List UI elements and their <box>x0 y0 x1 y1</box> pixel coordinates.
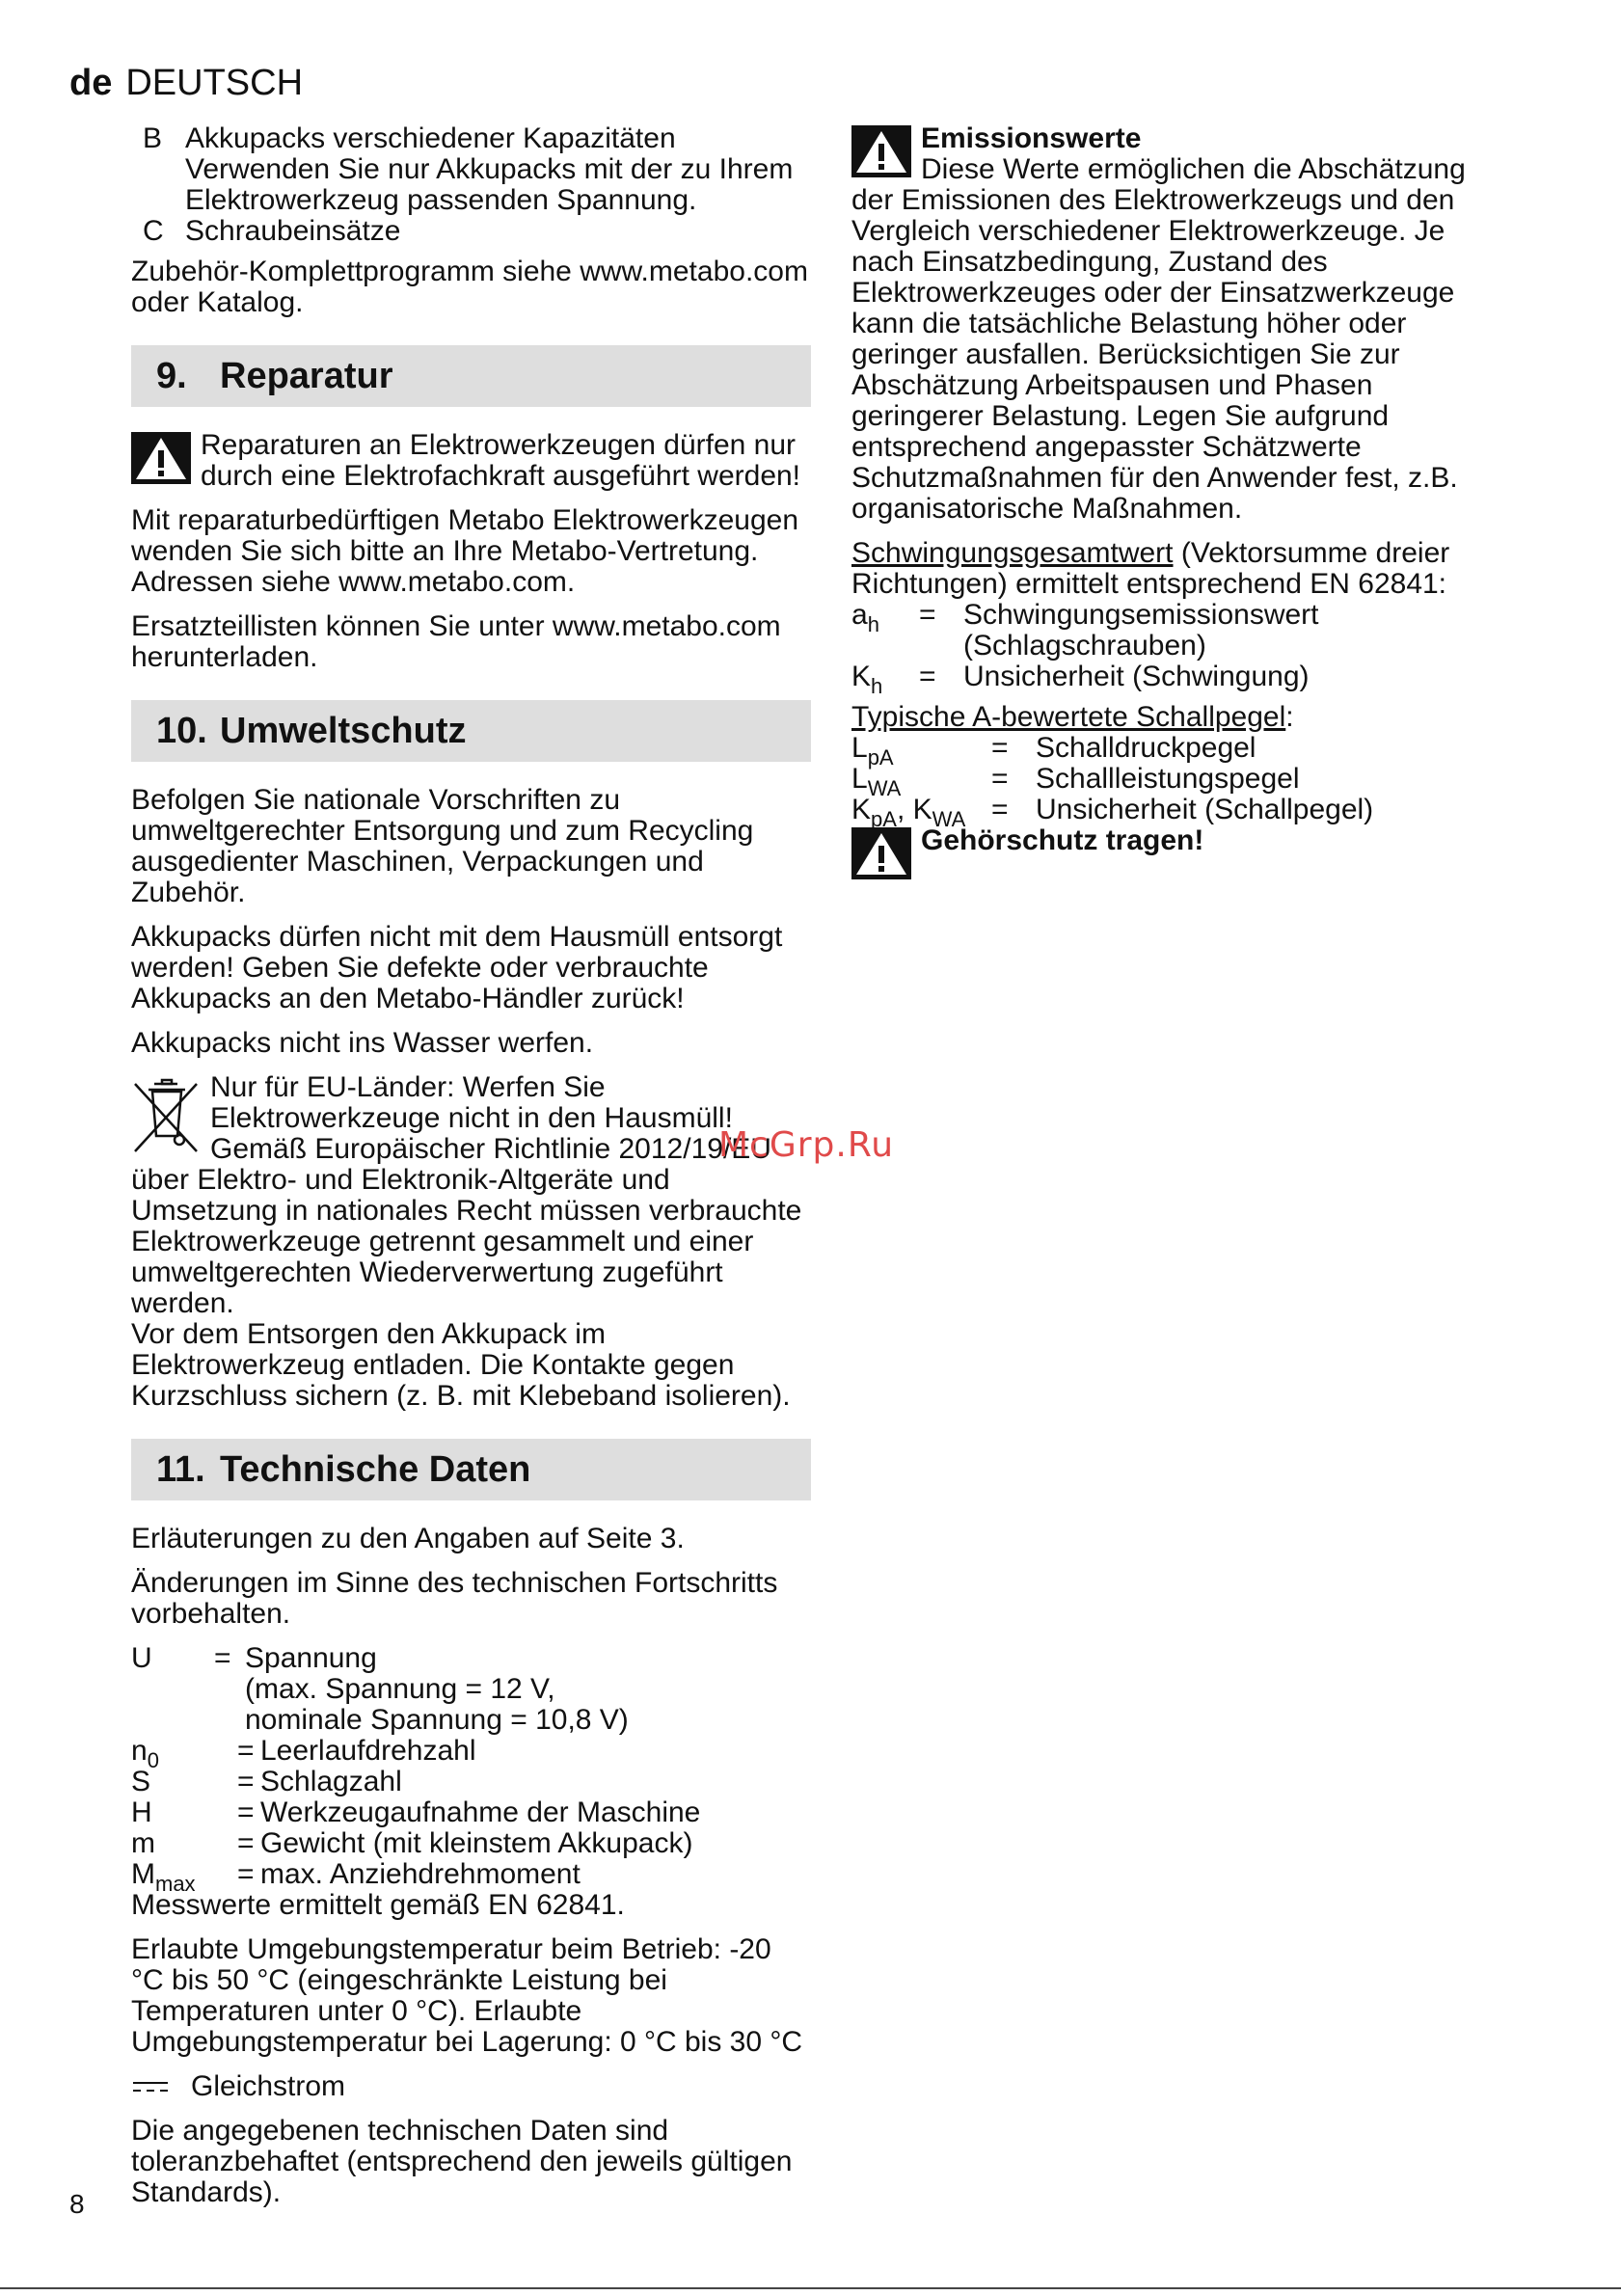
symbol: H <box>131 1796 152 1828</box>
section-heading-technische-daten <box>131 1439 811 1500</box>
symbol: $a_h$ <box>851 599 879 636</box>
list-item-b <box>131 123 811 216</box>
right-column <box>851 123 1507 881</box>
spare-parts-paragraph: Ersatzteillisten können Sie unter www.metabo.com herunterladen. <box>131 610 781 673</box>
equals: = <box>237 1827 255 1859</box>
definition-text: max. Anziehdrehmoment <box>260 1858 581 1890</box>
definition-row <box>131 1797 811 1828</box>
definition-text: (max. Spannung = 12 V, <box>245 1673 555 1705</box>
crossed-bin-icon <box>131 1076 201 1157</box>
tolerance-paragraph: Die angegebenen technischen Daten sind toleranzbehaftet (entsprechend den jeweils gültigen Standards). <box>131 2115 793 2208</box>
symbol: $M_{max}$ <box>131 1858 196 1896</box>
symbol: $L_{pA}$ <box>851 732 894 770</box>
language-name: DEUTSCH <box>125 63 304 103</box>
repair-warning <box>131 430 811 492</box>
section-number: 11. <box>156 1449 205 1490</box>
list-text-note: Verwenden Sie nur Akkupacks mit der zu Ihrem Elektrowerkzeug passenden Spannung. <box>185 153 794 216</box>
disposal-paragraph: Befolgen Sie nationale Vorschriften zu umweltgerechter Entsorgung und zum Recycling ausgedienter Maschinen, Verpackungen und Zubehör. <box>131 784 754 908</box>
list-text: Schraubeinsätze <box>185 215 401 247</box>
equals: = <box>991 763 1009 795</box>
definition-text: Schallleistungspegel <box>1036 763 1300 795</box>
eu-disposal-block <box>131 1072 811 1412</box>
definition-row <box>851 794 1507 831</box>
sound-intro: Typische A-bewertete Schallpegel: <box>851 701 1294 733</box>
definition-text: Schwingungsemissionswert (Schlagschrauben) <box>963 599 1319 662</box>
definition-text: nominale Spannung = 10,8 V) <box>245 1704 629 1736</box>
definition-row <box>131 1735 811 1772</box>
eu-disposal-text: Nur für EU-Länder: Werfen Sie Elektrowerkzeuge nicht in den Hausmüll! Gemäß Europäischer Richtlinie 2012/19/EU über Elektro- und Elektronik-Altgeräte und Umsetzung in nationales Recht müssen verbrauchte Elektrowerkzeuge getrennt gesammelt und einer umweltgerechten Wiederverwertung zugeführt werden. <box>131 1071 802 1319</box>
list-text: Akkupacks verschiedener Kapazitäten <box>185 122 676 154</box>
dc-label: Gleichstrom <box>191 2070 346 2102</box>
section-title: Technische Daten <box>220 1449 531 1490</box>
explanation-paragraph: Erläuterungen zu den Angaben auf Seite 3. <box>131 1523 685 1554</box>
definition-row <box>131 1643 811 1736</box>
vibration-label: Schwingungsgesamtwert <box>851 537 1174 569</box>
definition-text: Unsicherheit (Schallpegel) <box>1036 794 1374 825</box>
definition-text: Leerlaufdrehzahl <box>260 1735 476 1767</box>
definition-row <box>851 600 1507 662</box>
definition-text: Schalldruckpegel <box>1036 732 1256 764</box>
warning-text: Reparaturen an Elektrowerkzeugen dürfen nur durch eine Elektrofachkraft ausgeführt werden! <box>201 429 801 492</box>
direct-current-icon <box>131 2077 170 2096</box>
page-header <box>69 62 303 104</box>
definition-row <box>131 1767 811 1797</box>
equals: = <box>991 794 1009 825</box>
watermark: McGrp.Ru <box>718 1125 895 1165</box>
symbol: $K_{pA}$, $K_{WA}$ <box>851 794 966 831</box>
equals: = <box>919 599 936 631</box>
emission-title: Emissionswerte <box>921 122 1142 154</box>
vibration-intro <box>851 538 1507 600</box>
measurement-note: Messwerte ermittelt gemäß EN 62841. <box>131 1889 625 1921</box>
symbol: S <box>131 1766 151 1797</box>
hearing-protection <box>851 825 1507 881</box>
language-code: de <box>69 63 113 103</box>
warning-icon <box>131 432 191 484</box>
equals: = <box>237 1766 255 1797</box>
symbol: $n_0$ <box>131 1735 159 1772</box>
list-key: B <box>143 122 163 154</box>
definition-text: Unsicherheit (Schwingung) <box>963 661 1310 692</box>
emission-block <box>851 123 1507 525</box>
emission-text: Diese Werte ermöglichen die Abschätzung der Emissionen des Elektrowerkzeugs und den Vergleich verschiedener Elektrowerkzeuge. Je nach Einsatzbedingung, Zustand des Elektrowerkzeuges oder der Einsatzwerkzeuge kann die tatsächliche Belastung höher oder geringer ausfallen. Berücksichtigen Sie zur Abschätzung Arbeitspausen und Phasen geringerer Belastung. Legen Sie aufgrund entsprechend angepasster Schätzwerte Schutzmaßnahmen für den Anwender fest, z.B. organisatorische Maßnahmen. <box>851 153 1466 525</box>
section-number: 10. <box>156 711 207 751</box>
battery-disposal-paragraph: Akkupacks dürfen nicht mit dem Hausmüll entsorgt werden! Geben Sie defekte oder verbrauchte Akkupacks an den Metabo-Händler zurück! <box>131 921 783 1014</box>
sound-label: Typische A-bewertete Schallpegel <box>851 701 1286 733</box>
section-heading-reparatur <box>131 345 811 407</box>
symbol: U <box>131 1642 152 1674</box>
equals: = <box>237 1858 255 1890</box>
repair-paragraph: Mit reparaturbedürftigen Metabo Elektrowerkzeugen wenden Sie sich bitte an Ihre Metabo-Vertretung. Adressen siehe www.metabo.com. <box>131 504 799 598</box>
list-key: C <box>143 215 164 247</box>
symbol: $K_h$ <box>851 661 883 698</box>
definition-text: Werkzeugaufnahme der Maschine <box>260 1796 701 1828</box>
discharge-paragraph: Vor dem Entsorgen den Akkupack im Elektrowerkzeug entladen. Die Kontakte gegen Kurzschluss sichern (z. B. mit Klebeband isolieren). <box>131 1318 791 1412</box>
definition-text: Schlagzahl <box>260 1766 402 1797</box>
definition-row <box>851 732 1507 770</box>
section-title: Umweltschutz <box>220 711 467 751</box>
section-heading-umweltschutz <box>131 700 811 762</box>
changes-paragraph: Änderungen im Sinne des technischen Fortschritts vorbehalten. <box>131 1567 778 1630</box>
definition-row <box>851 661 1507 698</box>
definition-row <box>131 1828 811 1859</box>
page-bottom-rule <box>0 2287 1621 2289</box>
warning-icon <box>851 125 911 177</box>
left-column <box>131 123 811 2208</box>
definition-row <box>851 763 1507 800</box>
list-item-c <box>131 216 811 247</box>
symbol: m <box>131 1827 155 1859</box>
warning-icon <box>851 827 911 879</box>
temperature-paragraph: Erlaubte Umgebungstemperatur beim Betrieb: -20 °C bis 50 °C (eingeschränkte Leistung bei Temperaturen unter 0 °C). Erlaubte Umgebungstemperatur bei Lagerung: 0 °C bis 30 °C <box>131 1933 803 2058</box>
definition-text: Gewicht (mit kleinstem Akkupack) <box>260 1827 693 1859</box>
section-title: Reparatur <box>220 356 393 396</box>
equals: = <box>919 661 936 692</box>
equals: = <box>237 1796 255 1828</box>
hearing-protection-text: Gehörschutz tragen! <box>921 824 1204 856</box>
dc-legend <box>131 2071 811 2102</box>
definition-text: Spannung <box>245 1642 377 1674</box>
definition-row <box>131 1858 811 1896</box>
section-number: 9. <box>156 356 187 396</box>
symbol: $L_{WA}$ <box>851 763 902 800</box>
page-number: 8 <box>69 2189 85 2219</box>
equals: = <box>237 1735 255 1767</box>
equals: = <box>214 1642 231 1674</box>
water-warning-paragraph: Akkupacks nicht ins Wasser werfen. <box>131 1027 594 1059</box>
equals: = <box>991 732 1009 764</box>
vibration-intro-text: (Vektorsumme dreier Richtungen) ermittelt entsprechend EN 62841: <box>851 537 1450 600</box>
accessory-paragraph: Zubehör-Komplettprogramm siehe www.metabo.com oder Katalog. <box>131 256 808 318</box>
